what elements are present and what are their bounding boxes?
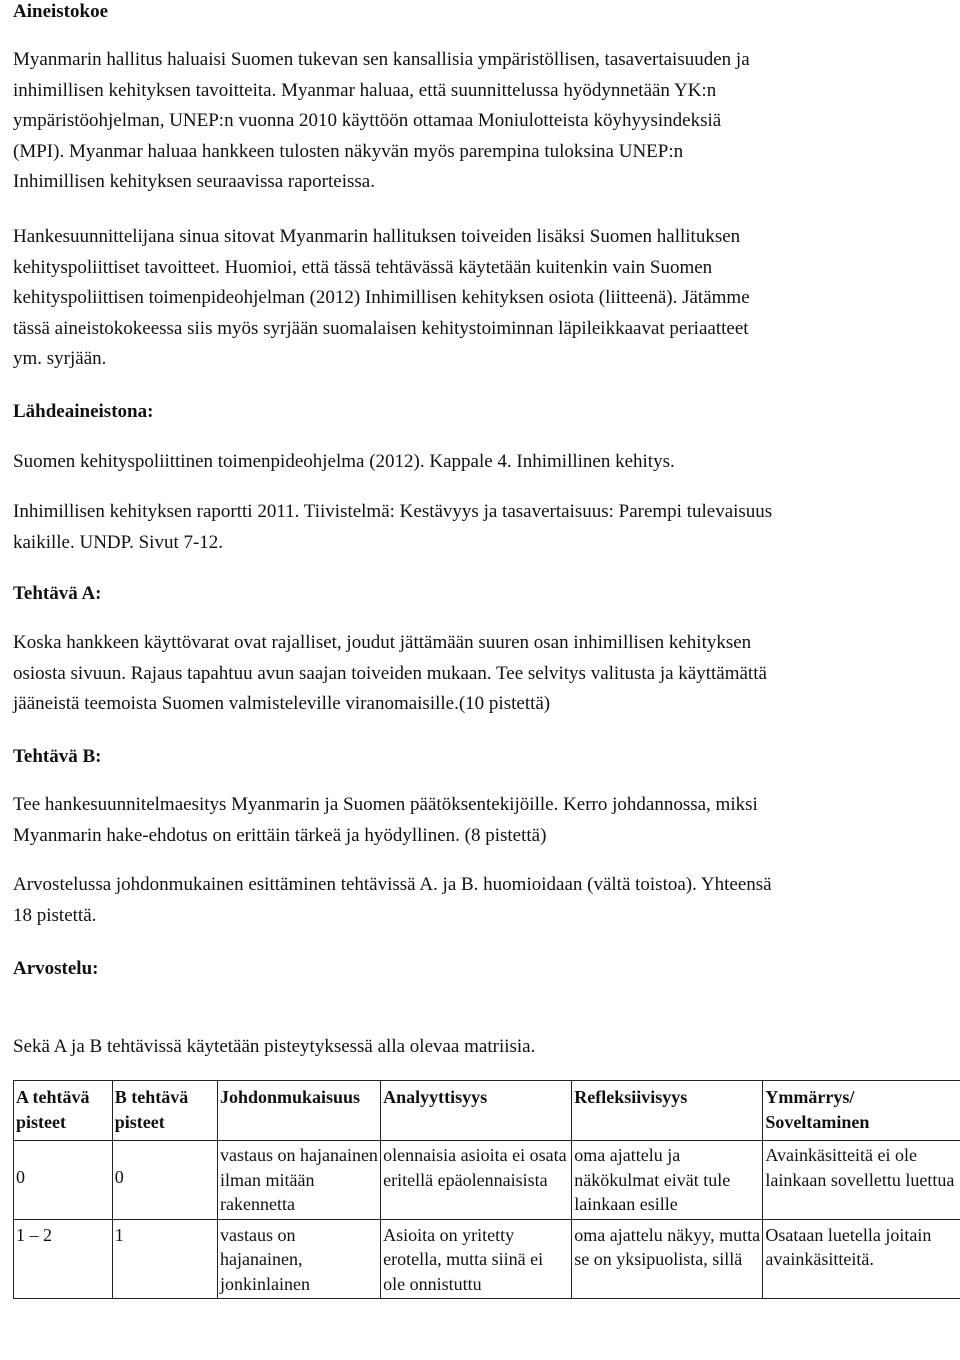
paragraph-line: Inhimillisen kehityksen seuraavissa raporteissa. — [13, 171, 375, 192]
matrix-header-application: Ymmärrys/ Soveltaminen — [763, 1081, 960, 1141]
grading-note — [13, 870, 951, 931]
matrix-cell-b-points: 0 — [112, 1141, 217, 1220]
matrix-intro — [13, 1032, 951, 1063]
paragraph-line: tässä aineistokokeessa siis myös syrjään suomalaisen kehitystoiminnan läpileikkaavat periaatteet — [13, 317, 749, 339]
paragraph-line: kehityspoliittisen toimenpideohjelman (2012) Inhimillisen kehityksen osiota (liitteenä). Jätämme — [13, 287, 750, 308]
matrix-cell-analytic: Asioita on yritetty erotella, mutta siinä ei ole onnistuttu — [381, 1219, 572, 1299]
matrix-row — [14, 1219, 960, 1299]
task-a-text — [13, 628, 951, 720]
grading-line: Arvostelussa johdonmukainen esittäminen tehtävissä A. ja B. huomioidaan (vältä toistoa). Yhteensä — [13, 874, 772, 895]
paragraph-line: Hankesuunnittelijana sinua sitovat Myanmarin hallituksen toiveiden lisäksi Suomen hallituksen — [13, 226, 741, 247]
matrix-cell-application: Osataan luetella joitain avainkäsitteitä. — [763, 1219, 960, 1299]
matrix-cell-application: Avainkäsitteitä ei ole lainkaan sovellettu luettua — [763, 1141, 960, 1220]
matrix-cell-analytic: olennaisia asioita ei osata eritellä epäolennaisista — [381, 1141, 572, 1220]
task-line: Koska hankkeen käyttövarat ovat rajalliset, joudut jättämään suuren osan inhimillisen kehityksen — [13, 632, 752, 653]
paragraph-line: ympäristöohjelman, UNEP:n vuonna 2010 käyttöön ottamaa Moniulotteista köyhyysindeksiä — [13, 110, 722, 131]
matrix-header-reflexive: Refleksiivisyys — [572, 1081, 763, 1141]
source-1 — [13, 447, 951, 478]
paragraph-line: kehityspoliittiset tavoitteet. Huomioi, että tässä tehtävässä käytetään kuitenkin vain Suomen — [13, 256, 713, 278]
source-2 — [13, 497, 951, 558]
paragraph-line: Myanmarin hallitus haluaisi Suomen tukevan sen kansallisia ympäristöllisen, tasavertaisuuden ja — [13, 49, 750, 70]
grading-matrix — [13, 1080, 960, 1299]
heading-grading: Arvostelu: — [13, 958, 99, 979]
matrix-row — [14, 1141, 960, 1220]
paragraph-intro — [13, 45, 951, 198]
paragraph-planner — [13, 222, 951, 375]
matrix-cell-coherence: vastaus on hajanainen ilman mitään rakennetta — [217, 1141, 380, 1220]
heading-aineistokoe: Aineistokoe — [13, 1, 108, 22]
matrix-header-b-points: B tehtävä pisteet — [112, 1081, 217, 1141]
heading-task-b: Tehtävä B: — [13, 746, 102, 767]
grading-line: 18 pistettä. — [13, 904, 97, 926]
heading-task-a: Tehtävä A: — [13, 583, 102, 604]
matrix-header-a-points: A tehtävä pisteet — [14, 1081, 113, 1141]
task-b-text — [13, 790, 951, 851]
matrix-cell-reflexive: oma ajattelu näkyy, mutta se on yksipuolista, sillä — [572, 1219, 763, 1299]
matrix-cell-reflexive: oma ajattelu ja näkökulmat eivät tule lainkaan esille — [572, 1141, 763, 1220]
source-line: kaikille. UNDP. Sivut 7-12. — [13, 531, 224, 553]
matrix-cell-a-points: 0 — [14, 1141, 113, 1220]
task-line: jääneistä teemoista Suomen valmisteleville viranomaisille.(10 pistettä) — [13, 693, 551, 714]
task-line: Myanmarin hake-ehdotus on erittäin tärkeä ja hyödyllinen. (8 pistettä) — [13, 824, 547, 846]
matrix-intro-line: Sekä A ja B tehtävissä käytetään pisteytyksessä alla olevaa matriisia. — [13, 1036, 536, 1057]
matrix-header-analytic: Analyyttisyys — [381, 1081, 572, 1141]
paragraph-line: inhimillisen kehityksen tavoitteita. Myanmar haluaa, että suunnittelussa hyödynnetään YK:n — [13, 79, 717, 101]
source-line: Inhimillisen kehityksen raportti 2011. Tiivistelmä: Kestävyys ja tasavertaisuus: Parempi tulevaisuus — [13, 501, 773, 522]
paragraph-line: (MPI). Myanmar haluaa hankkeen tulosten näkyvän myös parempina tuloksina UNEP:n — [13, 140, 684, 162]
task-line: Tee hankesuunnitelmaesitys Myanmarin ja Suomen päätöksentekijöille. Kerro johdannossa, miksi — [13, 794, 758, 815]
source-line: Suomen kehityspoliittinen toimenpideohjelma (2012). Kappale 4. Inhimillinen kehitys. — [13, 451, 675, 472]
matrix-cell-a-points: 1 – 2 — [14, 1219, 113, 1299]
matrix-header-row — [14, 1081, 960, 1141]
matrix-header-coherence: Johdonmukaisuus — [217, 1081, 380, 1141]
matrix-cell-b-points: 1 — [112, 1219, 217, 1299]
heading-sources: Lähdeaineistona: — [13, 401, 154, 422]
task-line: osiosta sivuun. Rajaus tapahtuu avun saajan toiveiden mukaan. Tee selvitys valitusta ja käyttämättä — [13, 662, 767, 684]
paragraph-line: ym. syrjään. — [13, 348, 107, 369]
matrix-cell-coherence: vastaus on hajanainen, jonkinlainen — [217, 1219, 380, 1299]
